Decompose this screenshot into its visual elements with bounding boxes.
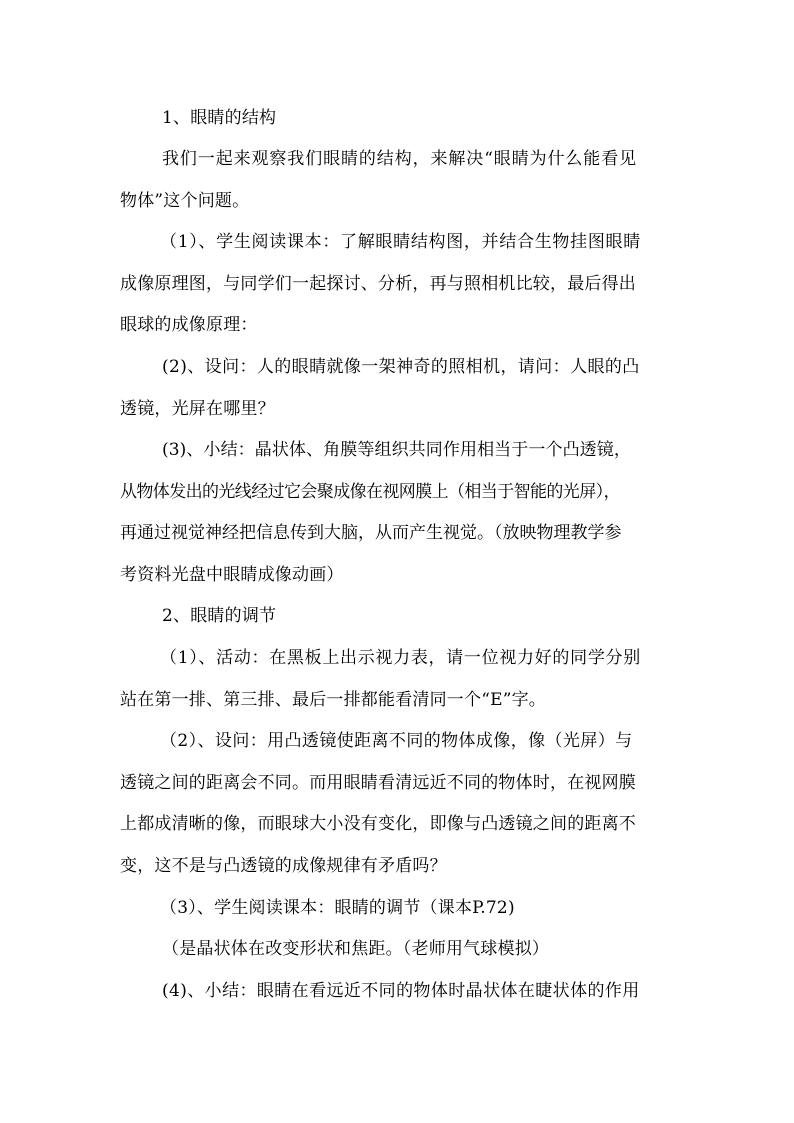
paragraph-line: 考资料光盘中眼睛成像动画） [120, 565, 344, 585]
section-heading-eye-adjustment: 2、眼睛的调节 [162, 606, 277, 626]
paragraph-line: 再通过视觉神经把信息传到大脑，从而产生视觉。（放映物理教学参 [120, 523, 622, 543]
paragraph-line: 上都成清晰的像，而眼球大小没有变化，即像与凸透镜之间的距离不 [120, 814, 636, 834]
paragraph-line: 透镜，光屏在哪里？ [120, 399, 275, 419]
paragraph-line: （1）、活动：在黑板上出示视力表，请一位视力好的同学分别 [160, 648, 641, 668]
paragraph-line: (2)、设问：人的眼睛就像一架神奇的照相机，请问：人眼的凸 [162, 357, 640, 377]
paragraph-line: 从物体发出的光线经过它会聚成像在视网膜上（相当于智能的光屏）， [120, 482, 620, 502]
paragraph-line: 眼球的成像原理： [120, 315, 258, 335]
paragraph-line: 物体”这个问题。 [120, 191, 250, 211]
paragraph-line: (3)、小结：晶状体、角膜等组织共同作用相当于一个凸透镜， [162, 440, 631, 460]
paragraph-line: 我们一起来观察我们眼睛的结构，来解决“眼睛为什么能看见 [162, 149, 637, 169]
paragraph-line: 站在第一排、第三排、最后一排都能看清同一个“E”字。 [120, 690, 546, 710]
paragraph-line: （是晶状体在改变形状和焦距。（老师用气球模拟） [162, 939, 550, 959]
section-heading-eye-structure: 1、眼睛的结构 [162, 108, 277, 128]
paragraph-line: 变，这不是与凸透镜的成像规律有矛盾吗？ [120, 856, 447, 876]
paragraph-line: 透镜之间的距离会不同。而用眼睛看清远近不同的物体时，在视网膜 [120, 773, 636, 793]
paragraph-line: (4)、小结：眼睛在看远近不同的物体时晶状体在睫状体的作用 [162, 981, 640, 1001]
paragraph-line: （3）、学生阅读课本：眼睛的调节（课本P.72) [160, 898, 515, 918]
paragraph-line: （2）、设问：用凸透镜使距离不同的物体成像，像（光屏）与 [160, 731, 633, 751]
paragraph-line: （1）、学生阅读课本：了解眼睛结构图，并结合生物挂图眼睛 [160, 232, 641, 252]
paragraph-line: 成像原理图，与同学们一起探讨、分析，再与照相机比较，最后得出 [120, 274, 636, 294]
